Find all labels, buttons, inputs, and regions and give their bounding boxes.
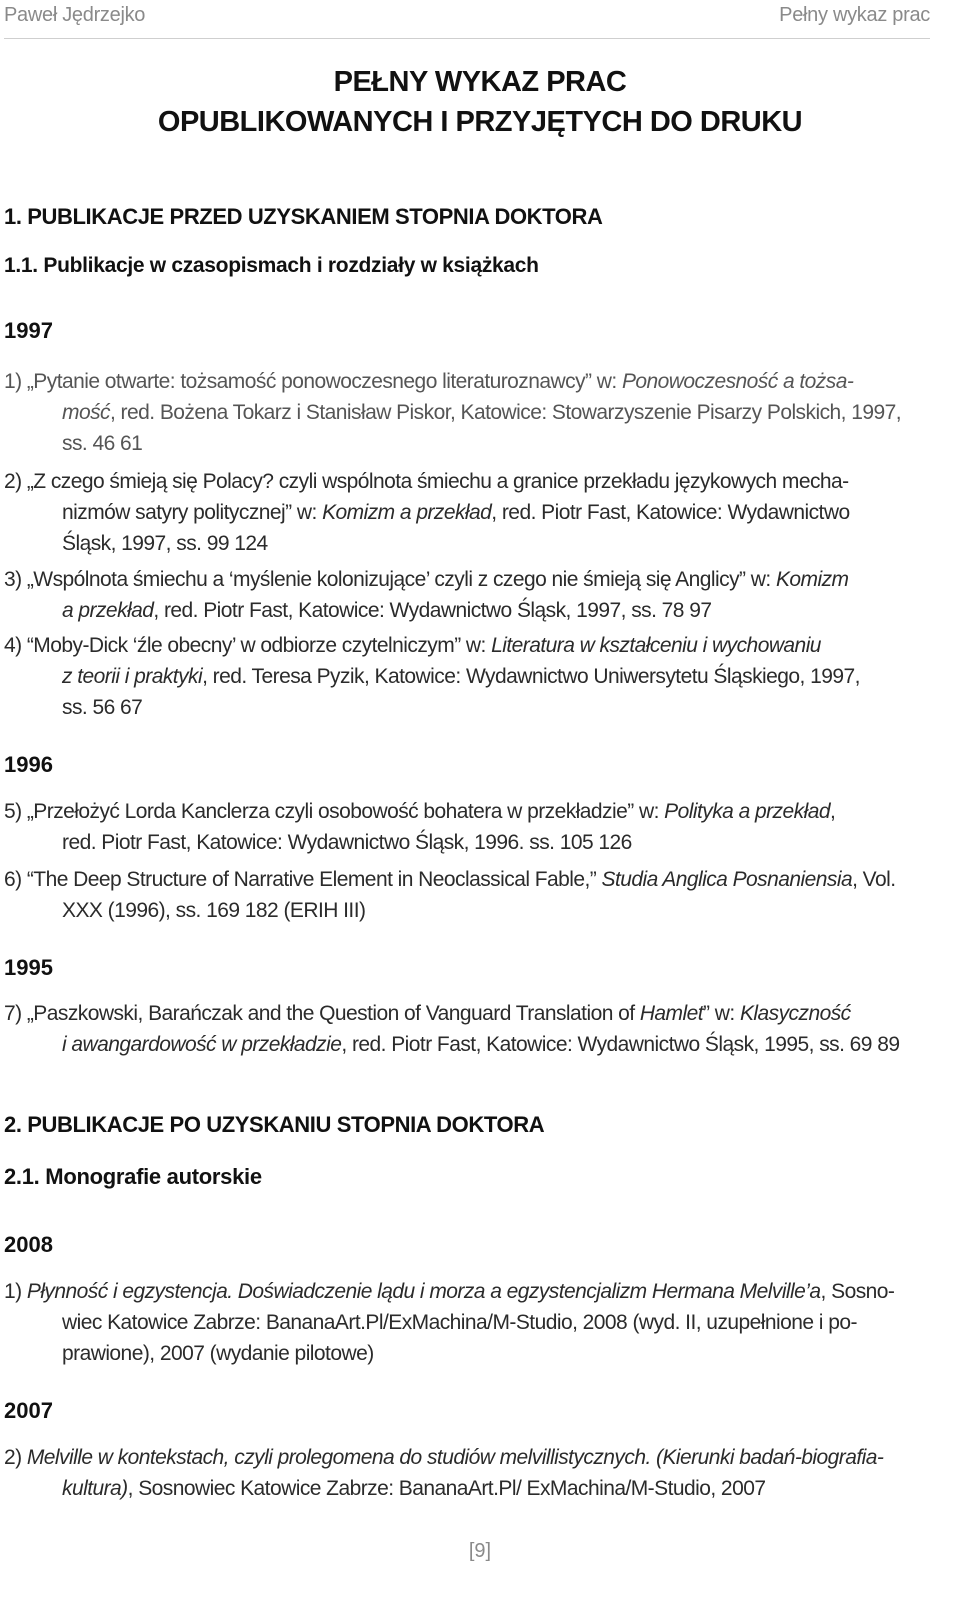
year-heading-2007: 2007	[4, 1398, 53, 1423]
page-title	[0, 62, 960, 142]
running-header-author: Paweł Jędrzejko	[4, 4, 146, 26]
publication-item-8: 1) Płynność i egzystencja. Doświadczenie lądu i morza a egzystencjalizm Hermana Melville’a, Sosno- wiec Katowice Zabrze: BananaArt.Pl/ExMachina/M-Studio, 2008 (wyd. II, uzupełnione i po- prawione), 2007 (wydanie pilotowe)	[4, 1280, 895, 1365]
subsection-heading-2-1: 2.1. Monografie autorskie	[4, 1164, 262, 1189]
publication-item-2: 2) „Z czego śmieją się Polacy? czyli wspólnota śmiechu a granice przekładu językowych mecha- nizmów satyry politycznej” w: Komizm a przekład, red. Piotr Fast, Katowice: Wydawnictwo Śląsk, 1997, ss. 99 124	[4, 470, 850, 555]
page-title-line1: PEŁNY WYKAZ PRAC	[333, 66, 627, 98]
year-heading-1996: 1996	[4, 752, 53, 777]
section-heading-1: 1. PUBLIKACJE PRZED UZYSKANIEM STOPNIA DOKTORA	[4, 204, 603, 229]
header-rule	[4, 38, 930, 39]
publication-item-6: 6) “The Deep Structure of Narrative Element in Neoclassical Fable,” Studia Anglica Posnaniensia, Vol. XXX (1996), ss. 169 182 (ERIH III)	[4, 868, 896, 922]
year-heading-1995: 1995	[4, 955, 53, 980]
section-heading-2: 2. PUBLIKACJE PO UZYSKANIU STOPNIA DOKTORA	[4, 1112, 545, 1137]
publication-item-5: 5) „Przełożyć Lorda Kanclerza czyli osobowość bohatera w przekładzie” w: Polityka a przekład, red. Piotr Fast, Katowice: Wydawnictwo Śląsk, 1996. ss. 105 126	[4, 800, 836, 854]
running-header-title: Pełny wykaz prac	[779, 4, 930, 26]
publication-item-7: 7) „Paszkowski, Barańczak and the Question of Vanguard Translation of Hamlet” w: Klasyczność i awangardowość w przekładzie, red. Piotr Fast, Katowice: Wydawnictwo Śląsk, 1995, ss. 69 89	[4, 1002, 900, 1056]
year-heading-1997: 1997	[4, 318, 53, 343]
subsection-heading-1-1: 1.1. Publikacje w czasopismach i rozdziały w książkach	[4, 254, 539, 277]
page-title-line2: OPUBLIKOWANYCH I PRZYJĘTYCH DO DRUKU	[157, 106, 803, 138]
page-number: [9]	[468, 1540, 492, 1562]
publication-item-9: 2) Melville w kontekstach, czyli prolegomena do studiów melvillistycznych. (Kierunki badań-biografia- kultura), Sosnowiec Katowice Zabrze: BananaArt.Pl/ ExMachina/M-Studio, 2007	[4, 1446, 884, 1500]
publication-item-1: 1) „Pytanie otwarte: tożsamość ponowoczesnego literaturoznawcy” w: Ponowoczesność a tożsa- mość, red. Bożena Tokarz i Stanisław Piskor, Katowice: Stowarzyszenie Pisarzy Polskich, 1997, ss. 46 61	[4, 370, 902, 455]
publication-item-3: 3) „Wspólnota śmiechu a ‘myślenie kolonizujące’ czyli z czego nie śmieją się Anglicy” w: Komizm a przekład, red. Piotr Fast, Katowice: Wydawnictwo Śląsk, 1997, ss. 78 97	[4, 568, 849, 622]
publication-item-4: 4) “Moby-Dick ‘źle obecny’ w odbiorze czytelniczym” w: Literatura w kształceniu i wychowaniu z teorii i praktyki, red. Teresa Pyzik, Katowice: Wydawnictwo Uniwersytetu Śląskiego, 1997, ss. 56 67	[4, 634, 860, 719]
year-heading-2008: 2008	[4, 1232, 53, 1257]
